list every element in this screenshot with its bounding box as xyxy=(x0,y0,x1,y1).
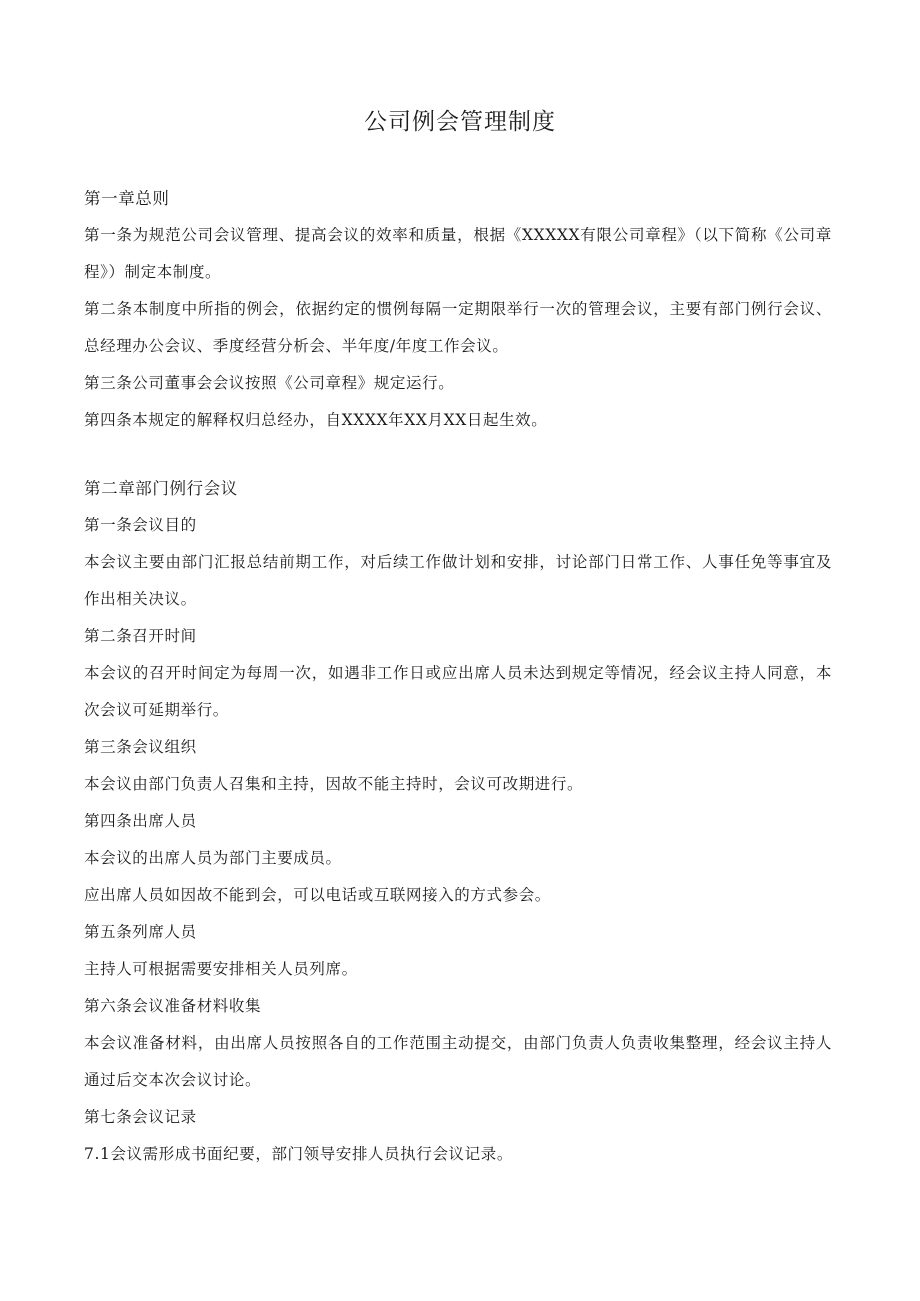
chapter-2-article-1-text: 本会议主要由部门汇报总结前期工作，对后续工作做计划和安排，讨论部门日常工作、人事任免等事宜及作出相关决议。 xyxy=(84,553,832,608)
chapter-2-article-2-text: 本会议的召开时间定为每周一次，如遇非工作日或应出席人员未达到规定等情况，经会议主持人同意，本次会议可延期举行。 xyxy=(84,664,832,719)
chapter-2-article-1-title: 第一条会议目的 xyxy=(84,516,197,534)
chapter-1-article-4: 第四条本规定的解释权归总经办，自XXXX年XX月XX日起生效。 xyxy=(84,411,548,429)
document-title: 公司例会管理制度 xyxy=(364,109,556,135)
chapter-1-article-2: 第二条本制度中所指的例会，依据约定的惯例每隔一定期限举行一次的管理会议，主要有部门例行会议、总经理办公会议、季度经营分析会、半年度/年度工作会议。 xyxy=(84,300,832,355)
chapter-2-article-6-text: 本会议准备材料，由出席人员按照各自的工作范围主动提交，由部门负责人负责收集整理，经会议主持人通过后交本次会议讨论。 xyxy=(84,1034,832,1089)
chapter-2-article-4-text-1: 本会议的出席人员为部门主要成员。 xyxy=(84,849,342,867)
chapter-2-article-5-text: 主持人可根据需要安排相关人员列席。 xyxy=(84,960,358,978)
chapter-2-article-3-title: 第三条会议组织 xyxy=(84,738,197,756)
chapter-2-article-4-text-2: 应出席人员如因故不能到会，可以电话或互联网接入的方式参会。 xyxy=(84,886,551,904)
chapter-1-article-3: 第三条公司董事会会议按照《公司章程》规定运行。 xyxy=(84,374,455,392)
section-spacer xyxy=(84,439,832,470)
chapter-2-article-7-title: 第七条会议记录 xyxy=(84,1108,197,1126)
chapter-2-article-2-title: 第二条召开时间 xyxy=(84,627,197,645)
chapter-2-article-7-item-1: 7.1会议需形成书面纪要，部门领导安排人员执行会议记录。 xyxy=(84,1145,513,1163)
chapter-2-article-4-title: 第四条出席人员 xyxy=(84,812,197,830)
chapter-1-heading: 第一章总则 xyxy=(84,189,170,208)
chapter-2-article-6-title: 第六条会议准备材料收集 xyxy=(84,997,262,1015)
document-body xyxy=(84,180,832,1173)
chapter-2-heading: 第二章部门例行会议 xyxy=(84,479,238,498)
chapter-2-article-3-text: 本会议由部门负责人召集和主持，因故不能主持时，会议可改期进行。 xyxy=(84,775,584,793)
chapter-2-article-5-title: 第五条列席人员 xyxy=(84,923,197,941)
chapter-1-article-1: 第一条为规范公司会议管理、提高会议的效率和质量，根据《XXXXX有限公司章程》（以下简称《公司章程》）制定本制度。 xyxy=(84,226,832,281)
